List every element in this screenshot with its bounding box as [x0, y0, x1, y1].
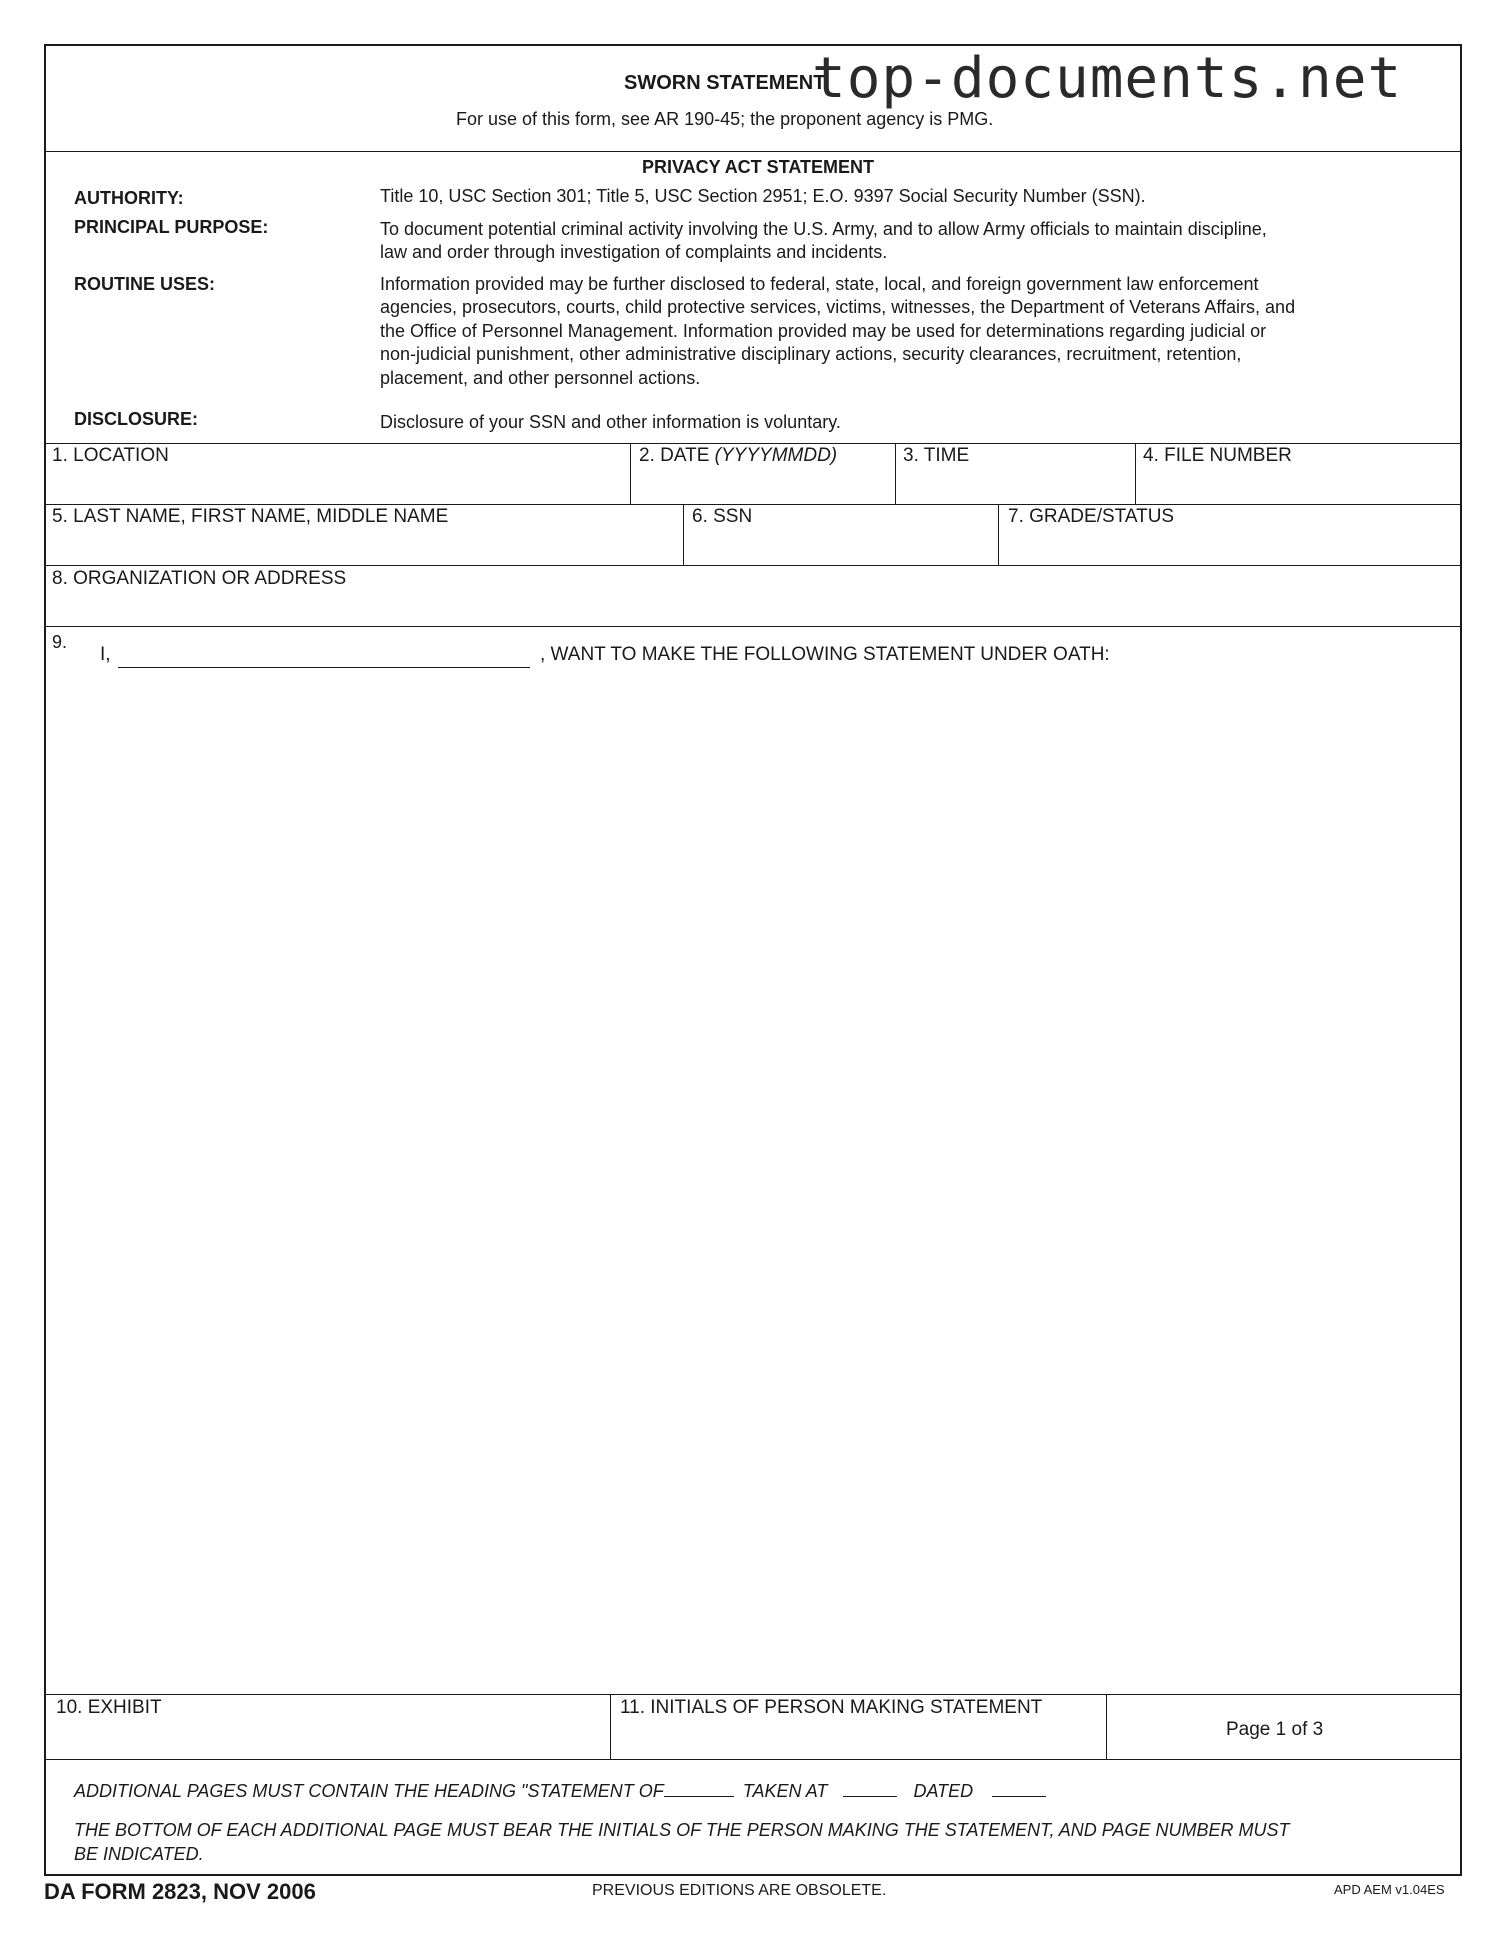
field-date[interactable]	[639, 445, 893, 503]
statement-area[interactable]	[52, 680, 1452, 1690]
purpose-label: PRINCIPAL PURPOSE:	[74, 217, 269, 237]
watermark: top-documents.net	[812, 46, 1403, 111]
field-time[interactable]: 3. TIME	[903, 445, 970, 466]
page-number: Page 1 of 3	[1226, 1719, 1324, 1740]
item9-oath-text: , WANT TO MAKE THE FOLLOWING STATEMENT UNDER OATH:	[540, 644, 1110, 665]
disclosure-label: DISCLOSURE:	[74, 409, 199, 429]
field-file-number[interactable]: 4. FILE NUMBER	[1143, 445, 1292, 466]
divider-v-row1-1	[630, 443, 631, 504]
privacy-heading: PRIVACY ACT STATEMENT	[642, 157, 875, 177]
note-blank-3	[992, 1778, 1046, 1797]
field-date-format: (YYYYMMDD)	[714, 445, 838, 466]
routine-line-1: Information provided may be further disclosed to federal, state, local, and foreign government law enforcement	[380, 274, 1259, 294]
version-id: APD AEM v1.04ES	[1334, 1882, 1445, 1897]
disclosure-text: Disclosure of your SSN and other information is voluntary.	[380, 412, 841, 432]
field-name[interactable]: 5. LAST NAME, FIRST NAME, MIDDLE NAME	[52, 506, 449, 527]
divider-v-row4-2	[1106, 1694, 1107, 1759]
divider-v-row4-1	[610, 1694, 611, 1759]
divider-row4	[44, 1759, 1462, 1760]
divider-v-row2-2	[998, 504, 999, 565]
divider-v-row1-2	[895, 443, 896, 504]
field-initials[interactable]: 11. INITIALS OF PERSON MAKING STATEMENT	[620, 1697, 1043, 1718]
note-blank-1	[664, 1778, 734, 1797]
item9-name-line[interactable]	[118, 647, 530, 668]
obsolete-notice: PREVIOUS EDITIONS ARE OBSOLETE.	[592, 1882, 887, 1899]
field-date-label: 2. DATE	[639, 445, 715, 466]
form-id: DA FORM 2823, NOV 2006	[44, 1879, 316, 1904]
field-ssn[interactable]: 6. SSN	[692, 506, 753, 527]
purpose-line-1: To document potential criminal activity involving the U.S. Army, and to allow Army officials to maintain discipline,	[380, 219, 1267, 239]
divider-privacy	[44, 443, 1462, 444]
item9-i-label: I,	[100, 644, 111, 665]
routine-line-3: the Office of Personnel Management. Information provided may be used for determinations regarding judicial or	[380, 321, 1267, 341]
divider-v-row2-1	[683, 504, 684, 565]
routine-line-2: agencies, prosecutors, courts, child protective services, victims, witnesses, the Department of Veterans Affairs, and	[380, 297, 1296, 317]
note-blank-2	[843, 1778, 897, 1797]
note-line-2: THE BOTTOM OF EACH ADDITIONAL PAGE MUST BEAR THE INITIALS OF THE PERSON MAKING THE STATEMENT, AND PAGE NUMBER MUST	[74, 1820, 1290, 1840]
field-location[interactable]: 1. LOCATION	[52, 445, 169, 466]
divider-row2	[44, 565, 1462, 566]
authority-text: Title 10, USC Section 301; Title 5, USC Section 2951; E.O. 9397 Social Security Number (SSN).	[380, 186, 1146, 206]
authority-label: AUTHORITY:	[74, 188, 184, 208]
routine-label: ROUTINE USES:	[74, 274, 216, 294]
note-line-1	[74, 1778, 1046, 1803]
purpose-line-2: law and order through investigation of complaints and incidents.	[380, 242, 888, 262]
form-title: SWORN STATEMENT	[624, 72, 826, 94]
divider-header	[44, 151, 1462, 152]
item9-number: 9.	[52, 632, 68, 652]
note-taken-at: TAKEN AT	[742, 1781, 828, 1801]
field-exhibit[interactable]: 10. EXHIBIT	[56, 1697, 162, 1718]
divider-row1	[44, 504, 1462, 505]
note-statement-of: ADDITIONAL PAGES MUST CONTAIN THE HEADING "STATEMENT OF	[74, 1781, 664, 1801]
divider-statement	[44, 1694, 1462, 1695]
field-grade[interactable]: 7. GRADE/STATUS	[1008, 506, 1175, 527]
field-organization[interactable]: 8. ORGANIZATION OR ADDRESS	[52, 568, 347, 589]
divider-row3	[44, 626, 1462, 627]
form-subtitle: For use of this form, see AR 190-45; the proponent agency is PMG.	[456, 109, 994, 129]
divider-v-row1-3	[1135, 443, 1136, 504]
note-dated: DATED	[913, 1781, 974, 1801]
routine-line-5: placement, and other personnel actions.	[380, 368, 701, 388]
routine-line-4: non-judicial punishment, other administrative disciplinary actions, security clearances, recruitment, retention,	[380, 344, 1242, 364]
note-line-3: BE INDICATED.	[74, 1844, 204, 1864]
